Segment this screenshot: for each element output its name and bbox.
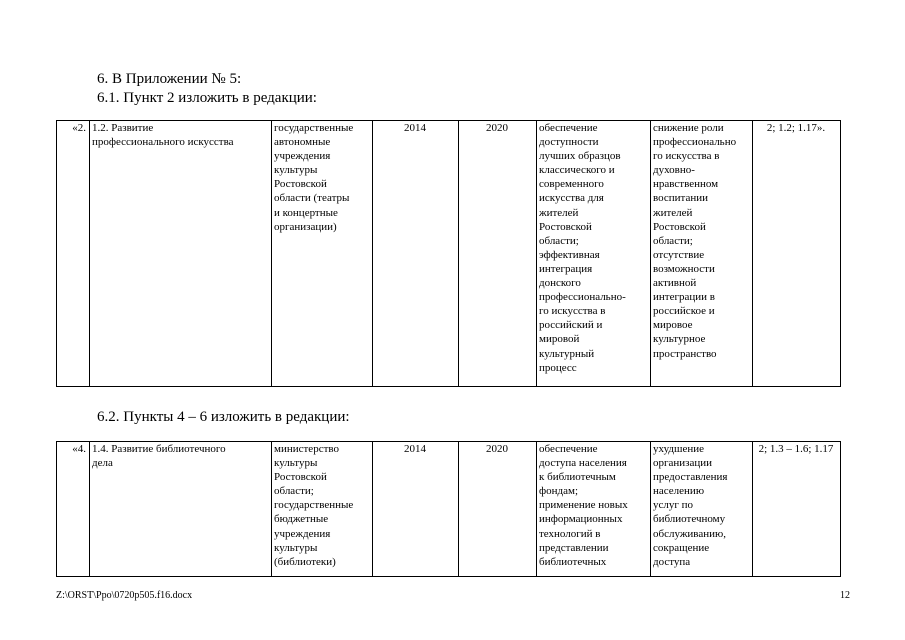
expected-result: обеспечение доступности лучших образцов классического и современного искусства для жителей Ростовской области; эффективная интеграция донского профессионально- го искусства в российский и мировой культурный процесс bbox=[537, 121, 651, 387]
program-table-2 bbox=[56, 441, 841, 577]
start-year: 2014 bbox=[373, 121, 459, 387]
end-year: 2020 bbox=[459, 121, 537, 387]
row-number: «2. bbox=[57, 121, 90, 387]
executor: государственные автономные учреждения культуры Ростовской области (театры и концертные организации) bbox=[272, 121, 373, 387]
start-year: 2014 bbox=[373, 442, 459, 577]
table-row bbox=[57, 121, 841, 387]
non-implementation-consequences: ухудшение организации предоставления населению услуг по библиотечному обслуживанию, сокращение доступа bbox=[651, 442, 753, 577]
section-heading: 6. В Приложении № 5: bbox=[97, 71, 242, 87]
footer-file-path: Z:\ORST\Ppo\0720p505.f16.docx bbox=[56, 590, 193, 601]
subsection-heading-6-1: 6.1. Пункт 2 изложить в редакции: bbox=[97, 90, 317, 106]
row-number: «4. bbox=[57, 442, 90, 577]
executor: министерство культуры Ростовской области; государственные бюджетные учреждения культуры (библиотеки) bbox=[272, 442, 373, 577]
subsection-heading-6-2: 6.2. Пункты 4 – 6 изложить в редакции: bbox=[97, 409, 350, 425]
measure-name: 1.4. Развитие библиотечного дела bbox=[90, 442, 272, 577]
indicator-links: 2; 1.2; 1.17». bbox=[753, 121, 841, 387]
page-number: 12 bbox=[840, 590, 850, 601]
program-table-1 bbox=[56, 120, 841, 387]
indicator-links: 2; 1.3 – 1.6; 1.17 bbox=[753, 442, 841, 577]
measure-name: 1.2. Развитие профессионального искусства bbox=[90, 121, 272, 387]
table-row bbox=[57, 442, 841, 577]
end-year: 2020 bbox=[459, 442, 537, 577]
expected-result: обеспечение доступа населения к библиотечным фондам; применение новых информационных технологий в представлении библиотечных bbox=[537, 442, 651, 577]
non-implementation-consequences: снижение роли профессионально го искусства в духовно- нравственном воспитании жителей Ростовской области; отсутствие возможности активной интеграции в российское и мировое культурное пространство bbox=[651, 121, 753, 387]
